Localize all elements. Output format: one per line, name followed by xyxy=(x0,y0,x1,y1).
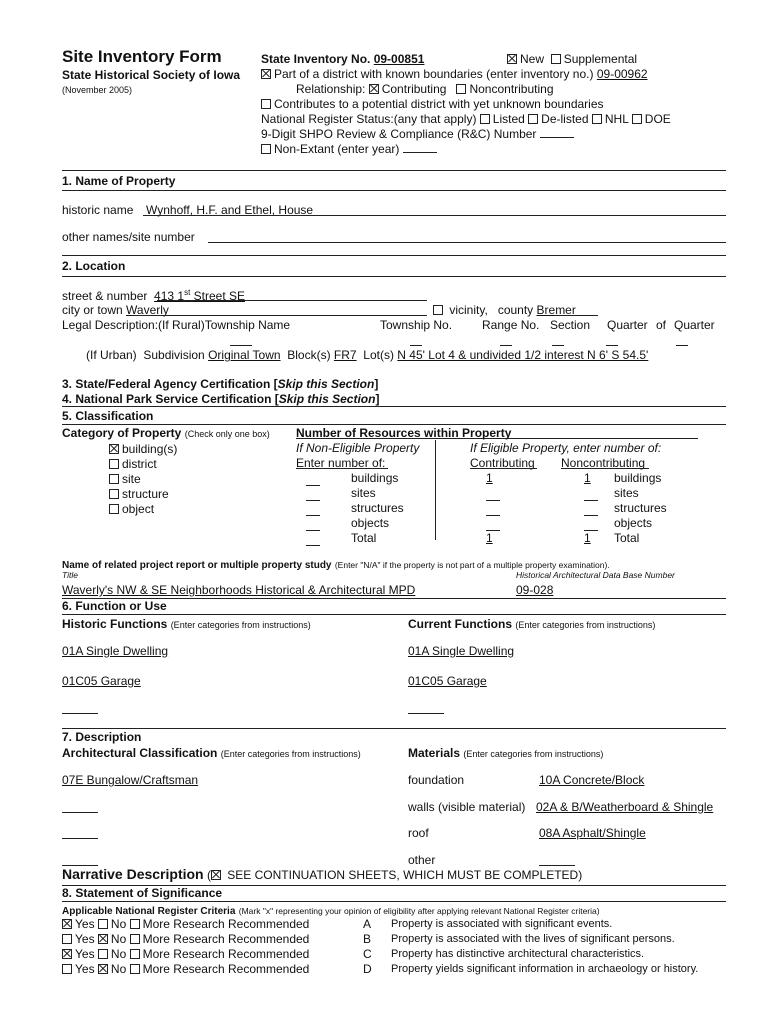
narrative-text: SEE CONTINUATION SHEETS, WHICH MUST BE COMPLETED) xyxy=(223,868,583,882)
divider xyxy=(62,190,726,191)
resource-type-label: structures xyxy=(614,501,667,515)
lots-value: N 45' Lot 4 & undivided 1/2 interest N 6' S 54.5' xyxy=(397,348,649,362)
object-checkbox[interactable] xyxy=(109,504,119,514)
range-no-field[interactable] xyxy=(500,345,512,346)
noncontributing-sites-field[interactable] xyxy=(584,490,598,501)
category-structure xyxy=(109,487,177,502)
inventory-number-row xyxy=(261,52,424,66)
quarter-2-field[interactable] xyxy=(676,345,688,346)
column-divider xyxy=(435,440,436,540)
current-function-3-field[interactable] xyxy=(408,713,444,714)
materials-note: (Enter categories from instructions) xyxy=(463,749,604,759)
enter-number-rule xyxy=(296,468,388,469)
divider xyxy=(62,424,726,425)
narrative-paren: ( xyxy=(206,868,211,882)
criteria-descriptions xyxy=(391,917,698,977)
section-4-bracket: ] xyxy=(375,392,380,406)
narrative-row xyxy=(62,866,582,883)
criterion-d-options xyxy=(62,962,309,977)
section-3-bracket: ] xyxy=(374,377,379,391)
divider xyxy=(62,728,726,729)
no-label: No xyxy=(110,917,127,931)
criteria-letters xyxy=(363,917,372,977)
city-field[interactable] xyxy=(132,315,427,316)
criterion-text: Property is associated with significant events. xyxy=(391,918,613,930)
criterion-letter: B xyxy=(363,932,372,946)
supplemental-checkbox[interactable] xyxy=(551,54,561,64)
quarter-label: Quarter xyxy=(607,318,648,332)
section-1-heading: 1. Name of Property xyxy=(62,174,176,188)
form-title: Site Inventory Form xyxy=(62,47,222,66)
section-6-heading: 6. Function or Use xyxy=(62,599,167,613)
urban-row xyxy=(86,348,648,362)
form-revision: (November 2005) xyxy=(62,85,133,95)
yes-label: Yes xyxy=(75,932,95,946)
more-research-checkbox[interactable] xyxy=(130,964,140,974)
divider xyxy=(62,170,726,171)
county-label: county xyxy=(497,303,534,317)
noncontributing-objects-field[interactable] xyxy=(584,520,598,531)
arch-classification-2-field[interactable] xyxy=(62,812,98,813)
resources-heading-rule xyxy=(296,438,698,439)
county-value: Bremer xyxy=(536,303,576,317)
shpo-row xyxy=(261,127,574,141)
criteria-options xyxy=(62,917,309,977)
block-value: FR7 xyxy=(333,348,357,362)
eligible-label: If Eligible Property, enter number of: xyxy=(470,441,662,455)
current-functions-note: (Enter categories from instructions) xyxy=(515,620,656,630)
more-research-label: More Research Recommended xyxy=(142,962,310,976)
street-row xyxy=(62,288,245,303)
narrative-checkbox[interactable] xyxy=(211,870,221,880)
township-name-label: Township Name xyxy=(204,318,291,332)
nhl-label: NHL xyxy=(604,112,629,126)
roof-value: 08A Asphalt/Shingle xyxy=(539,826,646,840)
doe-label: DOE xyxy=(644,112,671,126)
potential-district-checkbox[interactable] xyxy=(261,99,271,109)
township-name-field[interactable] xyxy=(230,345,252,346)
street-ordinal: st xyxy=(184,288,191,297)
criteria-label: Applicable National Register Criteria xyxy=(62,906,236,917)
materials-label: Materials xyxy=(408,746,461,760)
section-label: Section xyxy=(550,318,591,332)
contributing-label: Contributing xyxy=(381,82,447,96)
section-field[interactable] xyxy=(552,345,564,346)
shpo-number-field[interactable] xyxy=(540,127,574,138)
shpo-label: 9-Digit SHPO Review & Compliance (R&C) Number xyxy=(261,127,537,141)
criterion-b-options xyxy=(62,932,309,947)
contributing-column-rule xyxy=(470,468,537,469)
more-research-checkbox[interactable] xyxy=(130,919,140,929)
street-name: Street SE xyxy=(190,289,246,303)
noncontributing-label: Noncontributing xyxy=(469,82,554,96)
new-checkbox[interactable] xyxy=(507,54,517,64)
listed-label: Listed xyxy=(492,112,525,126)
historic-name-label: historic name xyxy=(62,203,134,217)
enter-year-label: (enter year) xyxy=(337,142,400,156)
resource-types-right xyxy=(614,471,667,546)
yes-label: Yes xyxy=(75,917,95,931)
historic-functions-label: Historic Functions xyxy=(62,617,168,631)
noncontributing-counts xyxy=(584,471,598,546)
district-checkbox[interactable] xyxy=(109,459,119,469)
category-note: (Check only one box) xyxy=(184,429,270,439)
arch-classification-value: 07E Bungalow/Craftsman xyxy=(62,773,199,787)
yes-checkbox[interactable] xyxy=(62,919,72,929)
divider xyxy=(62,276,726,277)
city-label: city or town xyxy=(62,303,123,317)
new-supplemental-row xyxy=(507,52,637,66)
resource-type-label: objects xyxy=(614,516,653,530)
divider xyxy=(62,901,726,902)
relationship-row xyxy=(296,82,554,96)
no-checkbox[interactable] xyxy=(98,949,108,959)
more-research-label: More Research Recommended xyxy=(142,947,310,961)
category-label: building(s) xyxy=(122,442,178,456)
related-title-value: Waverly's NW & SE Neighborhoods Historical & Architectural MPD xyxy=(62,583,416,597)
resource-type-label: Total xyxy=(351,531,377,545)
other-label: other xyxy=(408,853,436,867)
noncontributing-column-label: Noncontributing xyxy=(561,456,646,470)
noncontributing-buildings-count: 1 xyxy=(584,471,591,485)
historic-functions-note: (Enter categories from instructions) xyxy=(170,620,311,630)
criterion-text: Property has distinctive architectural characteristics. xyxy=(391,948,645,960)
resource-types-left xyxy=(351,471,404,546)
agency-name: State Historical Society of Iowa xyxy=(62,68,241,82)
delisted-label: De-listed xyxy=(541,112,589,126)
nonextant-row xyxy=(261,142,437,156)
divider xyxy=(62,255,726,256)
foundation-value: 10A Concrete/Block xyxy=(539,773,645,787)
no-checkbox[interactable] xyxy=(98,934,108,944)
lots-label: Lot(s) xyxy=(363,348,394,362)
non-eligible-blanks xyxy=(306,471,320,546)
district-checkbox[interactable] xyxy=(261,69,271,79)
category-list xyxy=(109,442,177,517)
section-5-heading: 5. Classification xyxy=(62,409,154,423)
noncontributing-total-count: 1 xyxy=(584,531,591,545)
contributing-counts xyxy=(486,471,500,546)
resource-type-label: Total xyxy=(614,531,640,545)
current-function-2: 01C05 Garage xyxy=(408,674,487,688)
category-building xyxy=(109,442,177,457)
township-no-field[interactable] xyxy=(410,345,422,346)
building-checkbox[interactable] xyxy=(109,444,119,454)
potential-district-row xyxy=(261,97,604,111)
more-research-label: More Research Recommended xyxy=(142,917,310,931)
historic-functions-heading xyxy=(62,617,311,631)
contributing-objects-field[interactable] xyxy=(486,520,500,531)
current-function-1: 01A Single Dwelling xyxy=(408,644,515,658)
vicinity-checkbox[interactable] xyxy=(433,305,443,315)
no-label: No xyxy=(110,932,127,946)
criterion-text: Property yields significant information in archaeology or history. xyxy=(391,963,699,975)
yes-checkbox[interactable] xyxy=(62,934,72,944)
supplemental-label: Supplemental xyxy=(563,52,638,66)
related-study-label: Name of related project report or multiple property study xyxy=(62,560,332,571)
nonextant-label: Non-Extant xyxy=(274,142,335,156)
legal-description-label xyxy=(62,318,290,332)
vicinity-label: vicinity, xyxy=(449,303,488,317)
historic-function-3-field[interactable] xyxy=(62,713,98,714)
yes-checkbox[interactable] xyxy=(62,949,72,959)
related-db-label: Historical Architectural Data Base Number xyxy=(516,570,675,580)
quarter-field[interactable] xyxy=(606,345,618,346)
street-field[interactable] xyxy=(157,300,427,301)
other-names-label: other names/site number xyxy=(62,230,195,244)
no-label: No xyxy=(110,947,127,961)
district-row xyxy=(261,67,648,81)
non-eligible-sites-field[interactable] xyxy=(306,490,320,501)
more-research-checkbox[interactable] xyxy=(130,949,140,959)
criteria-heading xyxy=(62,903,600,918)
section-4-heading xyxy=(62,392,379,406)
nonextant-checkbox[interactable] xyxy=(261,144,271,154)
no-checkbox[interactable] xyxy=(98,964,108,974)
resource-type-label: buildings xyxy=(351,471,399,485)
related-title-label: Title xyxy=(62,570,78,580)
section-8-heading: 8. Statement of Significance xyxy=(62,886,223,900)
divider xyxy=(62,614,726,615)
arch-classification-heading xyxy=(62,746,361,760)
divider xyxy=(62,406,726,407)
contributing-checkbox[interactable] xyxy=(369,84,379,94)
city-value: Waverly xyxy=(126,303,169,317)
nhl-checkbox[interactable] xyxy=(592,114,602,124)
county-field[interactable] xyxy=(554,315,598,316)
historic-function-1: 01A Single Dwelling xyxy=(62,644,169,658)
noncontributing-structures-field[interactable] xyxy=(584,505,598,516)
section-3-title: 3. State/Federal Agency Certification [ xyxy=(62,377,278,391)
resource-type-label: buildings xyxy=(614,471,662,485)
resources-heading: Number of Resources within Property xyxy=(296,426,512,440)
more-research-checkbox[interactable] xyxy=(130,934,140,944)
yes-label: Yes xyxy=(75,947,95,961)
category-label: Category of Property xyxy=(62,426,182,440)
relationship-label: Relationship: xyxy=(296,82,366,96)
historic-name-field[interactable] xyxy=(143,215,726,216)
subdivision-label: Subdivision xyxy=(143,348,205,362)
category-site xyxy=(109,472,177,487)
subdivision-value: Original Town xyxy=(208,348,281,362)
category-label: object xyxy=(122,502,155,516)
site-checkbox[interactable] xyxy=(109,474,119,484)
of-label: of xyxy=(656,318,667,332)
non-eligible-label: If Non-Eligible Property xyxy=(296,441,420,455)
street-number: 413 1 xyxy=(154,289,185,303)
district-label: Part of a district with known boundaries (enter inventory no.) xyxy=(274,67,594,81)
criterion-letter: D xyxy=(363,962,372,976)
new-label: New xyxy=(520,52,545,66)
resource-type-label: structures xyxy=(351,501,404,515)
resource-type-label: objects xyxy=(351,516,390,530)
walls-label: walls (visible material) xyxy=(408,800,526,814)
quarter-2-label: Quarter xyxy=(674,318,715,332)
historic-name-value: Wynhoff, H.F. and Ethel, House xyxy=(146,203,314,217)
walls-value: 02A & B/Weatherboard & Shingle xyxy=(536,800,714,814)
criterion-text: Property is associated with the lives of significant persons. xyxy=(391,933,675,945)
category-district xyxy=(109,457,177,472)
no-checkbox[interactable] xyxy=(98,919,108,929)
related-db-number: 09-028 xyxy=(516,583,554,597)
arch-classification-3-field[interactable] xyxy=(62,838,98,839)
contributing-sites-field[interactable] xyxy=(486,490,500,501)
contributing-column-label: Contributing xyxy=(470,456,535,470)
section-3-skip: Skip this Section xyxy=(277,377,375,391)
criterion-letter: C xyxy=(363,947,372,961)
current-functions-label: Current Functions xyxy=(408,617,512,631)
urban-label: (If Urban) xyxy=(86,348,137,362)
doe-checkbox[interactable] xyxy=(632,114,642,124)
current-functions-heading xyxy=(408,617,655,631)
narrative-label: Narrative Description xyxy=(62,866,204,882)
contributing-buildings-count: 1 xyxy=(486,471,493,485)
criterion-letter: A xyxy=(363,917,372,931)
nr-status-row xyxy=(261,112,671,126)
resource-type-label: sites xyxy=(351,486,376,500)
section-7-heading: 7. Description xyxy=(62,730,142,744)
district-no: 09-00962 xyxy=(596,67,648,81)
arch-classification-note: (Enter categories from instructions) xyxy=(220,749,361,759)
section-4-skip: Skip this Section xyxy=(278,392,376,406)
non-eligible-total-field[interactable] xyxy=(306,535,320,546)
inventory-no-label: State Inventory No. xyxy=(261,52,371,66)
category-label: structure xyxy=(122,487,169,501)
yes-label: Yes xyxy=(75,962,95,976)
street-label: street & number xyxy=(62,289,148,303)
inventory-no: 09-00851 xyxy=(373,52,425,66)
no-label: No xyxy=(110,962,127,976)
legal-rural-label: Legal Description:(If Rural) xyxy=(62,318,205,332)
noncontributing-column-rule xyxy=(561,468,649,469)
materials-heading xyxy=(408,746,603,760)
other-names-field[interactable] xyxy=(208,242,726,243)
non-eligible-objects-field[interactable] xyxy=(306,520,320,531)
criterion-c-options xyxy=(62,947,309,962)
section-2-heading: 2. Location xyxy=(62,259,126,273)
nonextant-year-field[interactable] xyxy=(403,142,437,153)
contributing-total-count: 1 xyxy=(486,531,493,545)
nr-status-label: National Register Status:(any that apply) xyxy=(261,112,477,126)
resource-type-label: sites xyxy=(614,486,639,500)
non-eligible-structures-field[interactable] xyxy=(306,505,320,516)
category-label: site xyxy=(122,472,141,486)
criterion-a-options xyxy=(62,917,309,932)
noncontributing-checkbox[interactable] xyxy=(456,84,466,94)
category-object xyxy=(109,502,177,517)
category-label: district xyxy=(122,457,157,471)
section-3-heading xyxy=(62,377,378,391)
range-no-label: Range No. xyxy=(482,318,540,332)
delisted-checkbox[interactable] xyxy=(528,114,538,124)
arch-classification-label: Architectural Classification xyxy=(62,746,218,760)
historic-function-2: 01C05 Garage xyxy=(62,674,141,688)
yes-checkbox[interactable] xyxy=(62,964,72,974)
township-no-label: Township No. xyxy=(380,318,453,332)
contributing-structures-field[interactable] xyxy=(486,505,500,516)
roof-label: roof xyxy=(408,826,429,840)
more-research-label: More Research Recommended xyxy=(142,932,310,946)
structure-checkbox[interactable] xyxy=(109,489,119,499)
category-heading xyxy=(62,426,270,440)
enter-number-label: Enter number of: xyxy=(296,456,386,470)
related-study-note: (Enter "N/A" if the property is not part of a multiple property examination). xyxy=(334,560,610,570)
listed-checkbox[interactable] xyxy=(480,114,490,124)
non-eligible-buildings-field[interactable] xyxy=(306,475,320,486)
potential-district-label: Contributes to a potential district with yet unknown boundaries xyxy=(274,97,604,111)
criteria-note: (Mark "x" representing your opinion of eligibility after applying relevant National Register criteria) xyxy=(238,906,600,916)
foundation-label: foundation xyxy=(408,773,465,787)
blocks-label: Block(s) xyxy=(287,348,331,362)
section-4-title: 4. National Park Service Certification [ xyxy=(62,392,279,406)
